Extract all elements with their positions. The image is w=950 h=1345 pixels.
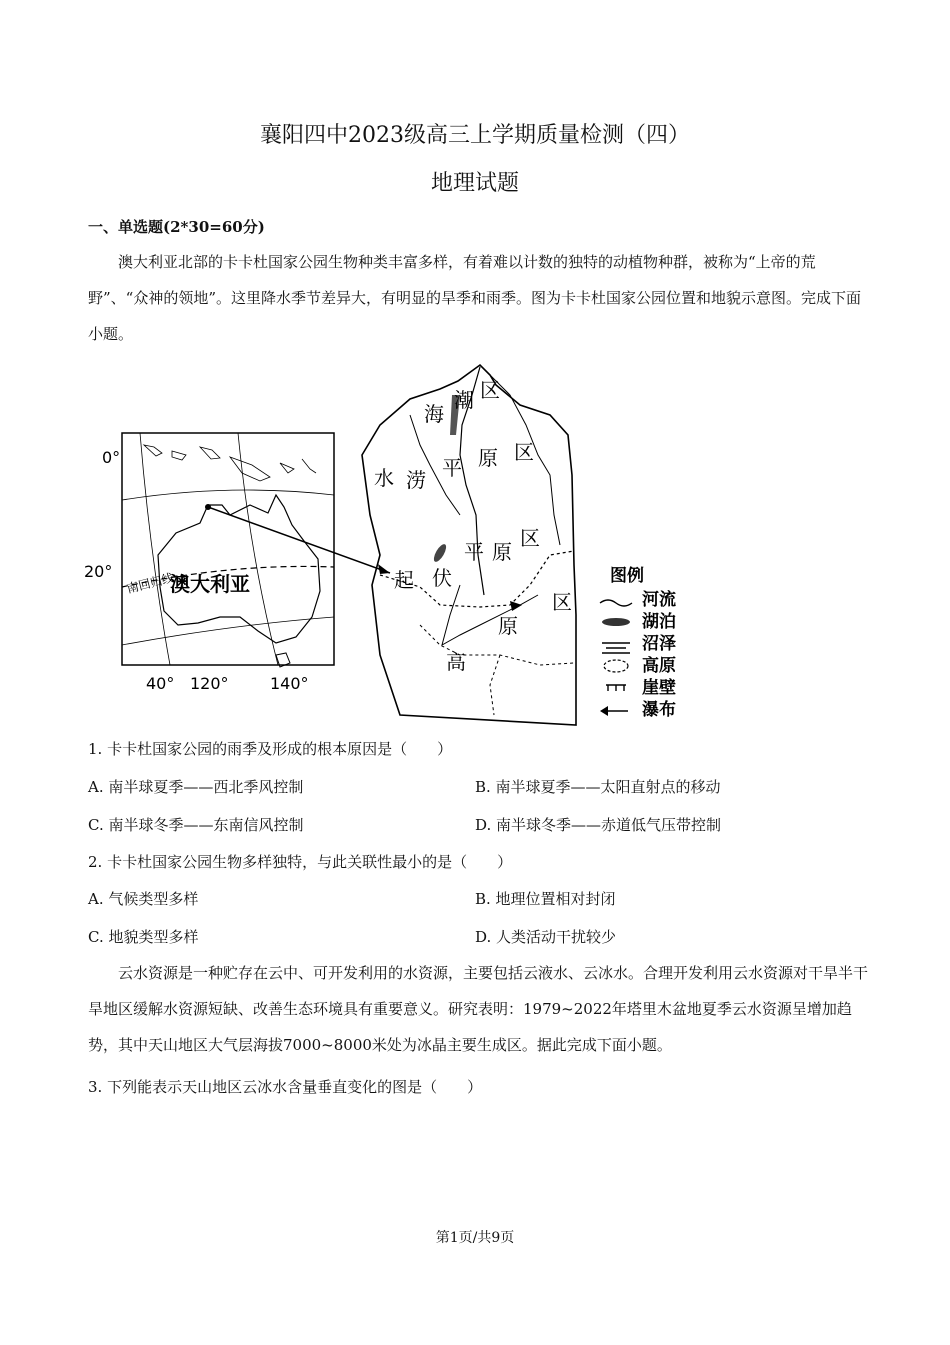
section-heading: 一、单选题(2*30=60分) [88,218,265,236]
lon-120-label: 120° [190,674,229,693]
legend-plateau: 高原 [642,656,676,676]
zone-label: 区 [552,590,572,614]
legend-river: 河流 [642,590,676,610]
question-1-stem: 1. 卡卡杜国家公园的雨季及形成的根本原因是（ ） [88,740,453,758]
legend-cliff: 崖壁 [642,678,676,698]
zone-label: 原 [478,446,498,470]
q1-option-d: D. 南半球冬季——赤道低气压带控制 [475,816,722,834]
lat-0-label: 0° [102,448,121,467]
zone-label: 原 [492,540,512,564]
q1-option-a: A. 南半球夏季——西北季风控制 [88,778,304,796]
australia-inset-map [84,433,334,693]
zone-label: 平 [464,540,484,564]
zone-label: 高 [446,650,466,674]
zone-label: 起 [394,568,414,592]
legend-swamp: 沼泽 [642,634,676,654]
q2-option-b: B. 地理位置相对封闭 [475,890,616,908]
passage-1: 澳大利亚北部的卡卡杜国家公园生物种类丰富多样，有着难以计数的独特的动植物种群，被称为“上帝的荒野”、“众神的领地”。这里降水季节差异大，有明显的旱季和雨季。图为卡卡杜国家公园位置和地貌示意图。完成下面小题。 [88,253,862,343]
kakadu-map-figure [80,355,700,735]
question-2-stem: 2. 卡卡杜国家公园生物多样独特，与此关联性最小的是（ ） [88,853,513,871]
lon-40-label: 40° [146,674,175,693]
lon-140-label: 140° [270,674,309,693]
zone-label: 平 [442,456,462,480]
q1-option-b: B. 南半球夏季——太阳直射点的移动 [475,778,721,796]
q1-option-c: C. 南半球冬季——东南信风控制 [88,816,304,834]
tropic-label: 南回归线 [125,570,176,596]
legend-title: 图例 [610,566,644,586]
zone-label: 伏 [432,566,452,590]
zone-label: 海 [424,402,444,426]
passage-2: 云水资源是一种贮存在云中、可开发利用的水资源，主要包括云液水、云冰水。合理开发利用云水资源对干旱半干旱地区缓解水资源短缺、改善生态环境具有重要意义。研究表明：1979~2022年塔里木盆地夏季云水资源呈增加趋势，其中天山地区大气层海拔7000~8000米处为冰晶主要生成区。据此完成下面小题。 [88,964,869,1054]
q2-option-a: A. 气候类型多样 [88,890,199,908]
zone-label: 水 [374,466,394,490]
zone-label: 区 [480,378,500,402]
zone-label: 原 [498,614,518,638]
page-title: 襄阳四中2023级高三上学期质量检测（四） [260,123,690,148]
legend-waterfall: 瀑布 [642,700,676,720]
kakadu-park-map [362,365,576,725]
zone-label: 区 [520,526,540,550]
page-subtitle: 地理试题 [430,171,519,196]
zone-label: 区 [514,440,534,464]
zone-label: 潮 [454,388,474,412]
question-3-stem: 3. 下列能表示天山地区云冰水含量垂直变化的图是（ ） [88,1078,483,1096]
map-legend [600,565,676,720]
zone-label: 涝 [406,468,426,492]
lat-20-label: 20° [84,562,113,581]
q2-option-d: D. 人类活动干扰较少 [475,928,617,946]
q2-option-c: C. 地貌类型多样 [88,928,199,946]
legend-lake: 湖泊 [642,612,676,632]
australia-label: 澳大利亚 [170,572,250,596]
page-footer: 第1页/共9页 [435,1230,515,1246]
